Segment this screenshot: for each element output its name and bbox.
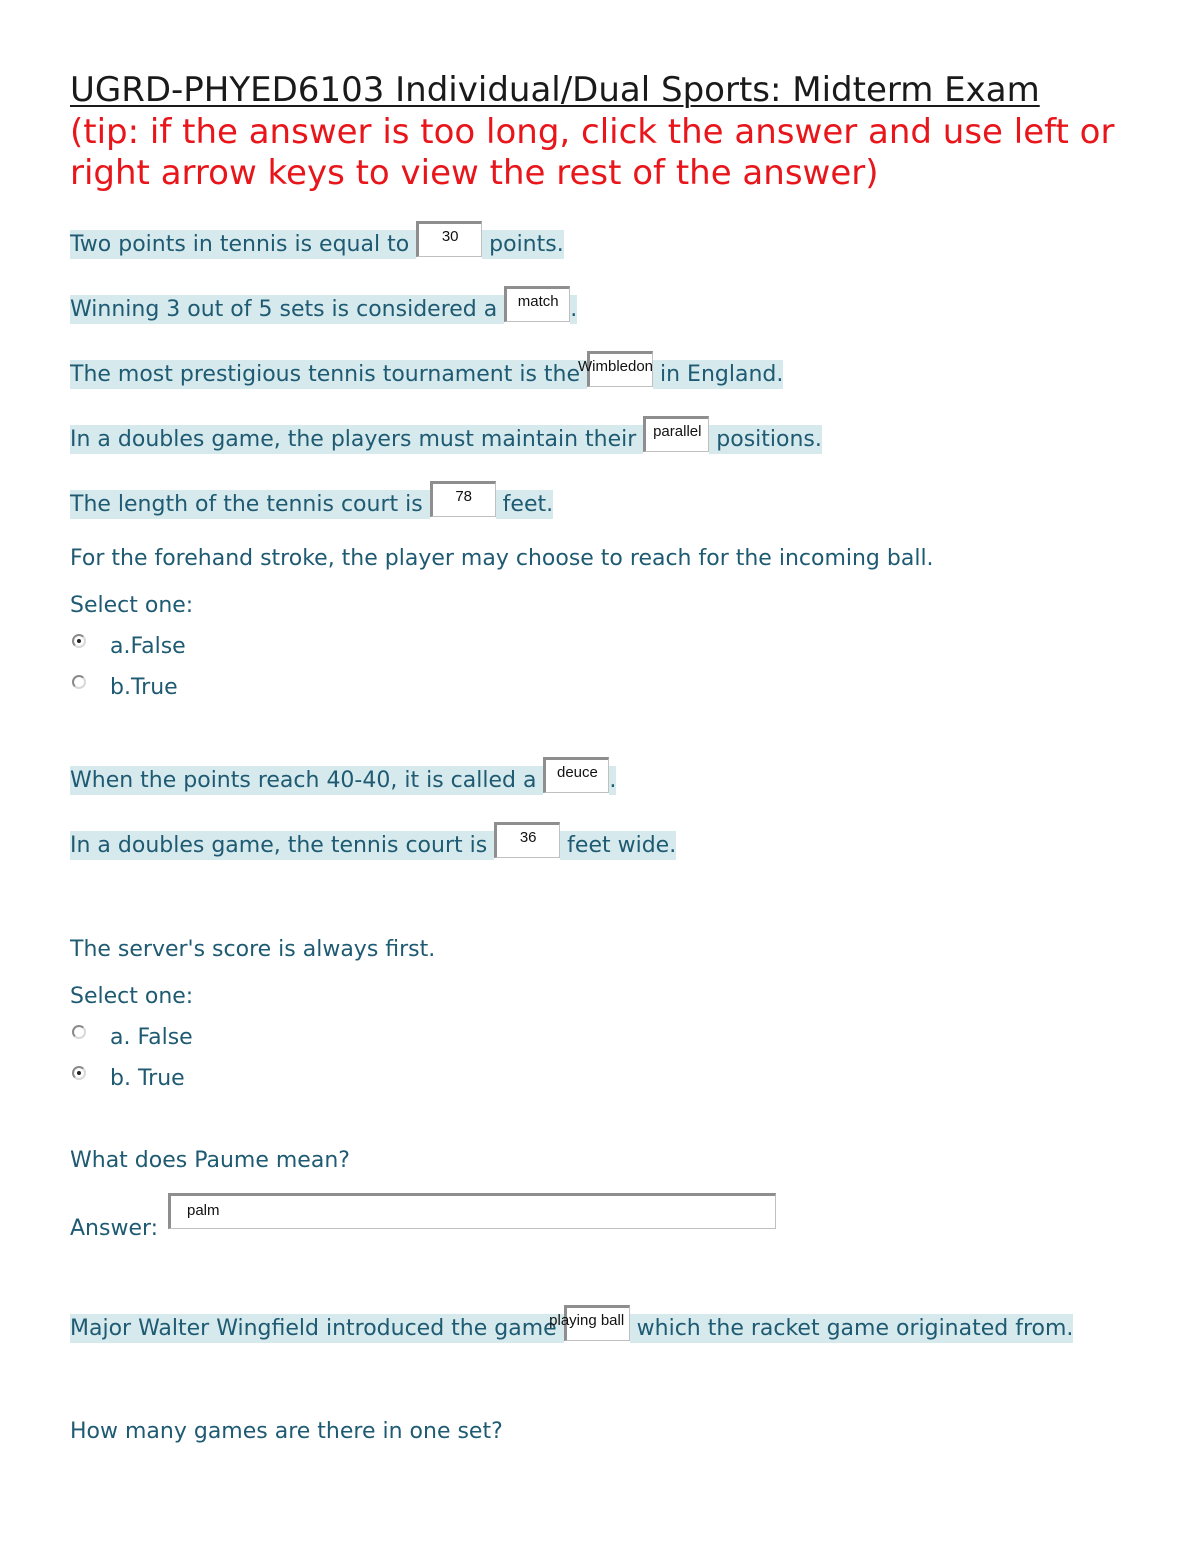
question-10-text: What does Paume mean? (70, 1148, 350, 1173)
question-7-after: . (609, 768, 617, 793)
question-3-before: The most prestigious tennis tournament is the (70, 362, 587, 387)
answer-field-7[interactable]: deuce (543, 757, 609, 793)
answer-field-1[interactable]: 30 (416, 221, 482, 257)
radio-icon[interactable] (72, 1025, 86, 1039)
question-11-before: Major Walter Wingfield introduced the game (70, 1316, 564, 1341)
question-3-after: in England. (653, 362, 784, 387)
question-7 (70, 757, 616, 793)
tip-text: (tip: if the answer is too long, click the answer and use left or right arrow keys to view the rest of the answer) (70, 112, 1115, 193)
question-6-select-label: Select one: (70, 593, 194, 618)
question-11 (70, 1305, 1073, 1341)
answer-field-4[interactable]: parallel (643, 416, 709, 452)
question-2-after: . (570, 297, 578, 322)
question-8 (70, 822, 676, 858)
question-1-after: points. (482, 232, 564, 257)
question-6-option-b-label: b.True (110, 675, 178, 700)
answer-field-8[interactable]: 36 (494, 822, 560, 858)
question-9-select-label: Select one: (70, 984, 194, 1009)
question-5-before: The length of the tennis court is (70, 492, 430, 517)
radio-icon-selected[interactable] (72, 634, 86, 648)
question-6-option-a-label: a.False (110, 634, 186, 659)
question-11-after: which the racket game originated from. (629, 1316, 1074, 1341)
question-4 (70, 416, 822, 452)
question-6-text: For the forehand stroke, the player may choose to reach for the incoming ball. (70, 546, 934, 571)
question-12-text: How many games are there in one set? (70, 1419, 503, 1444)
question-5-after: feet. (495, 492, 554, 517)
question-4-before: In a doubles game, the players must maintain their (70, 427, 644, 452)
question-8-before: In a doubles game, the tennis court is (70, 833, 495, 858)
question-8-after: feet wide. (560, 833, 677, 858)
question-9-option-b-label: b. True (110, 1066, 185, 1091)
question-2 (70, 286, 577, 322)
question-1-before: Two points in tennis is equal to (70, 232, 417, 257)
question-9-option-a-label: a. False (110, 1025, 193, 1050)
question-10-answer-label: Answer: (70, 1216, 159, 1241)
answer-field-3[interactable]: Wimbledon (587, 351, 653, 387)
question-9-text: The server's score is always first. (70, 937, 436, 962)
question-4-after: positions. (709, 427, 822, 452)
page-title: UGRD-PHYED6103 Individual/Dual Sports: Midterm Exam (70, 70, 1040, 110)
question-1 (70, 221, 564, 257)
radio-icon-selected[interactable] (72, 1066, 86, 1080)
radio-icon[interactable] (72, 675, 86, 689)
answer-field-2[interactable]: match (504, 286, 570, 322)
question-5 (70, 481, 553, 517)
answer-field-11[interactable]: playing ball (564, 1305, 630, 1341)
answer-field-5[interactable]: 78 (430, 481, 496, 517)
question-7-before: When the points reach 40-40, it is called a (70, 768, 544, 793)
answer-field-10[interactable]: palm (168, 1193, 776, 1229)
question-2-before: Winning 3 out of 5 sets is considered a (70, 297, 505, 322)
question-3 (70, 351, 783, 387)
